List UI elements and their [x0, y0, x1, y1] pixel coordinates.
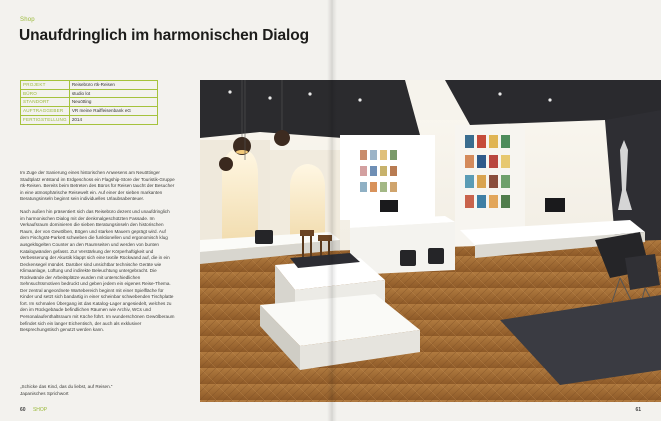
quote-source: Japanisches Sprichwort — [20, 390, 69, 396]
article-paragraph: Im Zuge der Sanierung eines historischen Anwesens am Neuöttinger Stadtplatz entstand im Erdgeschoss ein Flagship-Store der Touristik-Gruppe rtk-Reisen. Bereits beim Betreten des Büros für Reisen taucht der Besucher in eine atmosphärische Reisewelt ein. Auf einer der sieben markanten Beratungsinseln beginnt sein individuelles Urlaubsabenteuer. — [20, 170, 175, 202]
section-footer: SHOP — [32, 407, 48, 413]
page-number-right: 61 — [635, 407, 641, 413]
facts-value: VR meine Raiffeisenbank eG — [69, 107, 157, 116]
facts-key: PROJEKT — [21, 81, 70, 90]
facts-value: Reisebüro rtk-Reisen — [69, 81, 157, 90]
page-number-left: 60 — [20, 407, 26, 413]
interior-photo — [200, 80, 661, 402]
page-gutter — [327, 0, 337, 421]
facts-row — [21, 81, 158, 90]
left-folio — [20, 407, 47, 413]
monitor-icon — [380, 200, 398, 212]
facts-row — [21, 89, 158, 98]
facts-row — [21, 107, 158, 116]
article-body — [20, 170, 175, 340]
project-facts-table — [20, 80, 158, 125]
facts-row — [21, 115, 158, 124]
quote-text: „Schicke das Kind, das du liebst, auf Reisen.“ — [20, 384, 113, 389]
facts-key: AUFTRAGGEBER — [21, 107, 70, 116]
article-paragraph: Nach außen hin präsentiert sich das Reisebüro dezent und unaufdringlich im harmonischen Dialog mit der denkmalgeschützten Fassade. Im Verkaufsraum dominieren die sieben Beratungsinseln den historischen Raum, der von Gewölben, Bögen und starken Mauern geprägt wird. Auf dem Fischgrät-Parkett schweben die funktionellen und ergonomisch klug ausgeklügelten Counter an den Raumseiten und werden von bunten Katalogwänden gefasst. Zur Verstärkung der Körperhaftigkeit und Verbesserung der Akustik klappt sich eine textile Rückwand auf, die in ein Deckensegel mündet. Darüber sind unsichtbar technische Geräte wie Klimaanlage, Lüftung und indirekte Beleuchtung untergebracht. Die Rückwände der Arbeitsplätze wurden mit unterschiedlichen Sehnsuchtsmotiven bedruckt und geben jedem ein eigenes Reise-Thema. Der zentral angeordnete Wartebereich beginnt mit einer Spielfläche für Kinder und setzt sich bandartig in einer scheinbar schwebenden Tischplatte fort. Im schmalen Übergang ist das Katalog-Lager angesiedelt, welches zu den im Rückgebäude befindlichen Räumen wie Archiv, WCs und Personalaufenthaltsraum mit Küche führt. Im wunderschönen Gewölberaum befindet sich ein langer Eichentisch, der auch als exklusiver Besprechungstisch genutzt werden kann. — [20, 209, 175, 333]
facts-value: studio lot — [69, 89, 157, 98]
monitor-icon — [545, 198, 565, 212]
pull-quote — [20, 384, 175, 397]
facts-key: STANDORT — [21, 98, 70, 107]
facts-value: 2014 — [69, 115, 157, 124]
travel-agency-interior-illustration — [200, 80, 661, 402]
facts-value: Neuötting — [69, 98, 157, 107]
facts-key: FERTIGSTELLUNG — [21, 115, 70, 124]
facts-row — [21, 98, 158, 107]
page-title: Unaufdringlich im harmonischen Dialog — [19, 27, 309, 44]
left-ceiling-canopy — [200, 80, 420, 140]
section-label: Shop — [20, 17, 35, 23]
facts-key: BÜRO — [21, 89, 70, 98]
